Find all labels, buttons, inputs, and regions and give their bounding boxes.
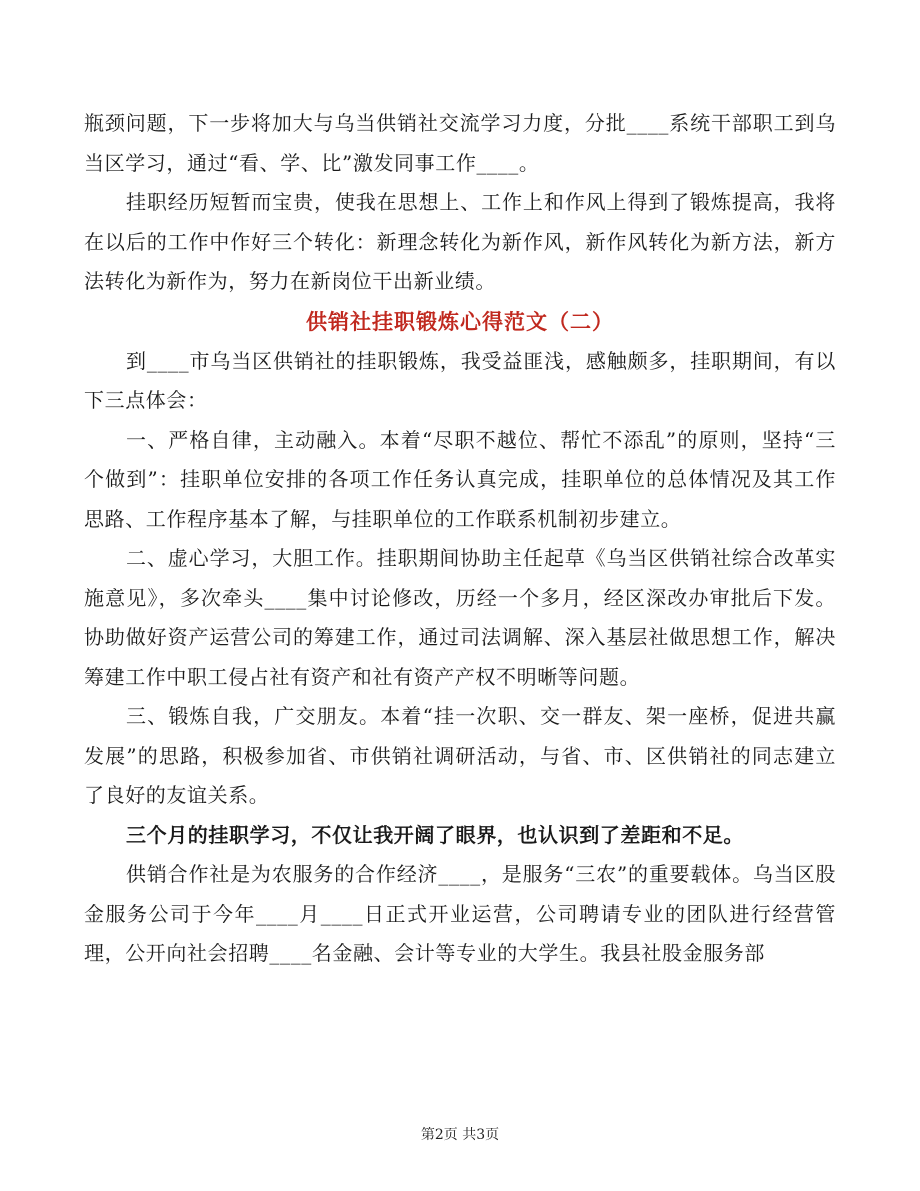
page-footer: 第2页 共3页: [420, 1127, 500, 1143]
paragraph-point-two: 二、虚心学习，大胆工作。挂职期间协助主任起草《乌当区供销社综合改革实施意见》，多次牵头____集中讨论修改，历经一个多月，经区深改办审批后下发。协助做好资产运营公司的筹建工作，通过司法调解、深入基层社做思想工作，解决筹建工作中职工侵占社有资产和社有资产产权不明晰等问题。: [84, 546, 836, 689]
paragraph-point-one: 一、严格自律，主动融入。本着“尽职不越位、帮忙不添乱”的原则，坚持“三个做到”：挂职单位安排的各项工作任务认真完成，挂职单位的总体情况及其工作思路、工作程序基本了解，与挂职单位的工作联系机制初步建立。: [84, 427, 836, 531]
paragraph-intro: 到____市乌当区供销社的挂职锻炼，我受益匪浅，感触颇多，挂职期间，有以下三点体会：: [84, 348, 836, 412]
document-body: [84, 104, 836, 974]
paragraph-point-three: 三、锻炼自我，广交朋友。本着“挂一次职、交一群友、架一座桥，促进共赢发展”的思路，积极参加省、市供销社调研活动，与省、市、区供销社的同志建立了良好的友谊关系。: [84, 704, 836, 807]
paragraph-cooperative: 供销合作社是为农服务的合作经济____，是服务“三农”的重要载体。乌当区股金服务公司于今年____月____日正式开业运营，公司聘请专业的团队进行经营管理，公开向社会招聘____名金融、会计等专业的大学生。我县社股金服务部: [84, 862, 836, 965]
paragraph-continuation: 瓶颈问题，下一步将加大与乌当供销社交流学习力度，分批____系统干部职工到乌当区学习，通过“看、学、比”激发同事工作____。: [84, 111, 836, 175]
paragraph-bold-summary: 三个月的挂职学习，不仅让我开阔了眼界，也认识到了差距和不足。: [126, 822, 744, 847]
section-title: 供销社挂职锻炼心得范文（二）: [306, 308, 614, 334]
paragraph-conclusion: 挂职经历短暂而宝贵，使我在思想上、工作上和作风上得到了锻炼提高，我将在以后的工作中作好三个转化：新理念转化为新作风，新作风转化为新方法，新方法转化为新作为，努力在新岗位干出新业绩。: [84, 190, 836, 293]
